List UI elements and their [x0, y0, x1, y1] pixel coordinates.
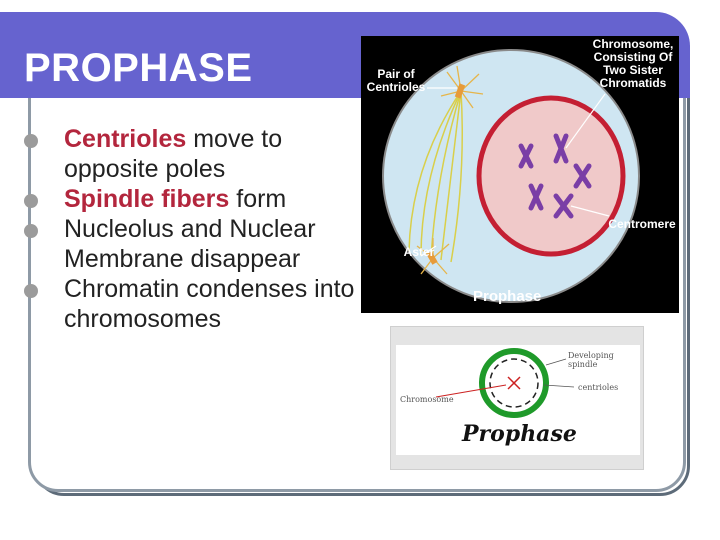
nucleus — [479, 98, 623, 254]
bullet-dot-icon — [24, 134, 38, 148]
bullet-item — [24, 214, 374, 274]
sketch-panel — [396, 345, 640, 455]
bullet-dot-icon — [24, 224, 38, 238]
bullet-item — [24, 124, 374, 184]
pair-of-centrioles-label: Pair of Centrioles — [366, 67, 426, 94]
aster-label: Aster — [403, 245, 435, 259]
bullet-list — [24, 124, 374, 334]
bullet-text: Chromatin condenses into chromosomes — [64, 275, 355, 333]
chromosome-label: Chromosome — [400, 395, 454, 404]
bullet-dot-icon — [24, 284, 38, 298]
chromosome-sketch — [508, 377, 520, 389]
bullet-highlight: Centrioles — [64, 125, 187, 153]
spindle-pointer — [546, 359, 566, 365]
centromere-label: Centromere — [608, 217, 676, 231]
bullet-highlight: Spindle fibers — [64, 185, 230, 213]
bullet-item — [24, 184, 374, 214]
bullet-text: form — [229, 185, 287, 213]
figure-top-caption: Prophase — [473, 288, 542, 305]
bullet-text: Nucleolus and Nuclear Membrane disappear — [64, 215, 316, 273]
developing-spindle-label: Developing spindle — [568, 351, 614, 369]
bullet-dot-icon — [24, 194, 38, 208]
centrioles-label: centrioles — [578, 383, 619, 392]
prophase-cell-figure — [361, 36, 679, 313]
bullet-text: move to opposite poles — [64, 125, 283, 183]
chromosome-label: Chromosome, Consisting Of Two Sister Chromatids — [592, 37, 674, 90]
prophase-sketch-figure — [390, 326, 644, 470]
slide-title: PROPHASE — [24, 46, 253, 90]
bullet-item — [24, 274, 374, 334]
figure-bottom-caption: Prophase — [462, 421, 577, 447]
